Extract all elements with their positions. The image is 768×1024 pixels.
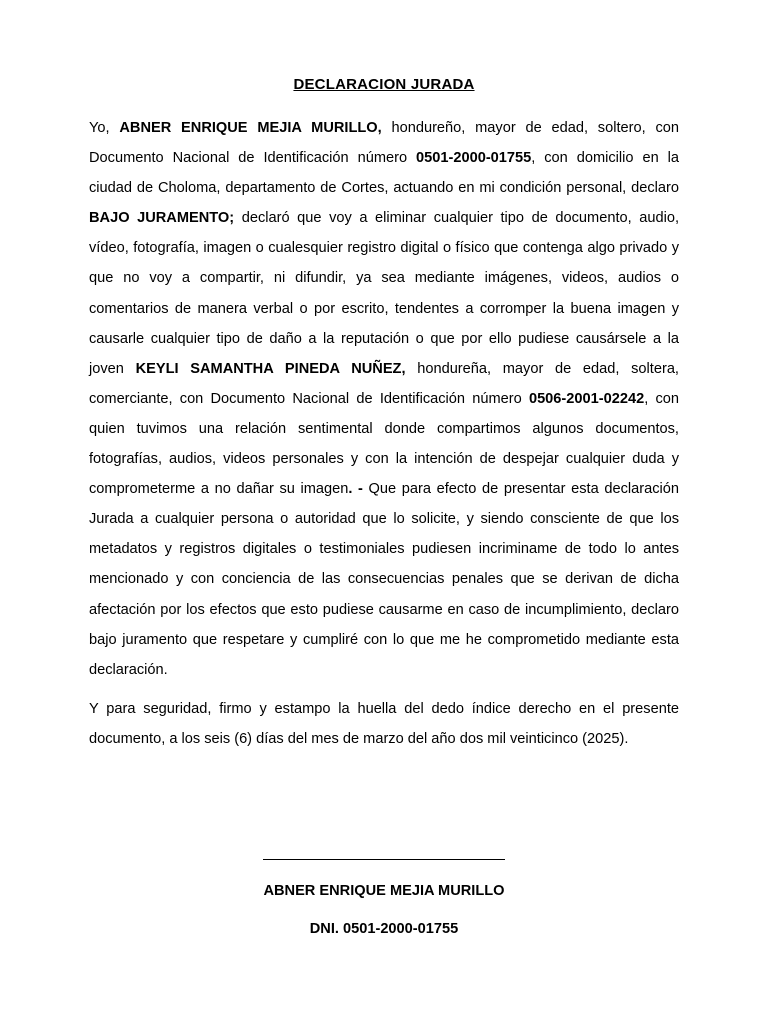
signature-line: [263, 859, 505, 860]
text-run: hondureño, mayor de edad, soltero, con Documento Nacional de Identificación número: [89, 120, 679, 167]
text-run: Que para efecto de presentar esta declaración Jurada a cualquier persona o autoridad que lo solicite, y siendo consciente de que los metadatos y registros digitales o testimoniales pudiesen incriminame de todo lo antes mencionado y con conciencia de las consecuencias penales que se derivan de dicha afectación por los efectos que esto pudiese causarme en caso de incumplimiento, declaro bajo juramento que respetare y cumpliré con lo que me he comprometido mediante esta declaración.: [89, 481, 679, 678]
declarant-name: ABNER ENRIQUE MEJIA MURILLO,: [119, 120, 382, 136]
beneficiary-id-number: 0506-2001-02242: [528, 390, 645, 407]
text-run: , con quien tuvimos una relación sentimental donde compartimos algunos documentos, fotografías, audios, videos personales y con la intención de despejar cualquier duda y comprometerme a no dañar su imagen: [89, 390, 679, 498]
text-run: declaró que voy a eliminar cualquier tipo de documento, audio, vídeo, fotografía, imagen o cualesquier registro digital o físico que contenga algo privado y que no voy a compartir, ni difundir, ya sea mediante imágenes, videos, audios o comentarios de manera verbal o por escrito, tendentes a corromper la buena imagen y causarle cualquier tipo de daño a la reputación o que por ello pudiese causársele a la joven: [89, 210, 679, 377]
text-run: hondureña, mayor de edad, soltera, comerciante, con Documento Nacional de Identificación número: [89, 360, 679, 407]
separator-mark: . -: [348, 481, 363, 498]
text-run: , con domicilio en la ciudad de Choloma, departamento de Cortes, actuando en mi condición personal, declaro: [89, 150, 679, 197]
beneficiary-name: KEYLI SAMANTHA PINEDA NUÑEZ,: [135, 360, 406, 377]
text-run: Yo,: [89, 120, 120, 136]
closing-paragraph: Y para seguridad, firmo y estampo la huella del dedo índice derecho en el presente documento, a los seis (6) días del mes de marzo del año dos mil veinticinco (2025).: [89, 701, 679, 748]
declarant-id-number: 0501-2000-01755: [416, 150, 532, 167]
signatory-dni: DNI. 0501-2000-01755: [309, 921, 459, 937]
signatory-name: ABNER ENRIQUE MEJIA MURILLO: [263, 883, 505, 899]
document-title: DECLARACION JURADA: [293, 76, 475, 93]
oath-phrase: BAJO JURAMENTO;: [89, 210, 235, 227]
declaration-paragraph: [89, 113, 679, 685]
